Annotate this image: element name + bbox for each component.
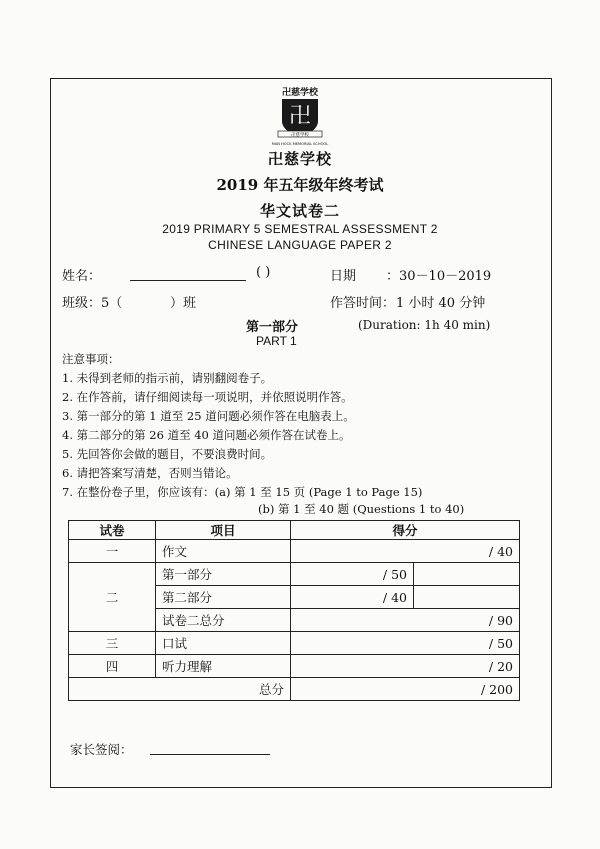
instruction-item: 7. 在整份卷子里，你应该有：(a) 第 1 至 15 页 (Page 1 to Page 15) bbox=[62, 485, 423, 499]
english-title-2: CHINESE LANGUAGE PAPER 2 bbox=[208, 238, 392, 252]
svg-text:卍: 卍 bbox=[288, 104, 312, 129]
blank-cell bbox=[414, 586, 520, 609]
paper-title: 华文试卷二 bbox=[259, 202, 340, 220]
paper-number: 三 bbox=[69, 632, 156, 655]
blank-cell bbox=[414, 563, 520, 586]
paper-number: 二 bbox=[69, 563, 156, 632]
table-row bbox=[69, 563, 520, 586]
parent-signature-line[interactable] bbox=[150, 754, 270, 755]
item-name: 第二部分 bbox=[156, 586, 291, 609]
item-name: 试卷二总分 bbox=[156, 609, 291, 632]
class-suffix: ）班 bbox=[170, 296, 197, 311]
date-value: ：30－10－2019 bbox=[386, 269, 492, 284]
date-label: 日期 bbox=[330, 269, 357, 284]
name-blank[interactable] bbox=[130, 280, 246, 281]
english-title-1: 2019 PRIMARY 5 SEMESTRAL ASSESSMENT 2 bbox=[162, 222, 438, 236]
col-header-score: 得分 bbox=[291, 521, 520, 540]
instruction-item: 2. 在作答前，请仔细阅读每一项说明，并依照说明作答。 bbox=[62, 390, 353, 404]
score-cell[interactable]: / 90 bbox=[291, 609, 520, 632]
parent-signature-label: 家长签阅： bbox=[70, 742, 133, 757]
score-cell[interactable]: / 40 bbox=[291, 586, 414, 609]
score-cell[interactable]: / 40 bbox=[291, 540, 520, 563]
paper-number: 一 bbox=[69, 540, 156, 563]
paper-number: 四 bbox=[69, 655, 156, 678]
score-table bbox=[68, 520, 520, 701]
score-cell[interactable]: / 20 bbox=[291, 655, 520, 678]
item-name: 作文 bbox=[156, 540, 291, 563]
item-name: 口试 bbox=[156, 632, 291, 655]
instructions bbox=[62, 350, 464, 519]
class-label: 班级：5（ bbox=[62, 296, 123, 311]
col-header-item: 项目 bbox=[156, 521, 291, 540]
instructions-heading: 注意事项： bbox=[62, 352, 120, 366]
table-row bbox=[69, 678, 520, 701]
total-label: 总分 bbox=[69, 678, 291, 701]
instruction-item: 1. 未得到老师的指示前，请别翻阅卷子。 bbox=[62, 371, 273, 385]
table-row bbox=[69, 632, 520, 655]
name-label: 姓名： bbox=[62, 269, 102, 284]
school-name: 卍慈学校 bbox=[267, 150, 332, 168]
exam-title: 2019 年五年级年终考试 bbox=[216, 176, 384, 194]
table-row bbox=[69, 655, 520, 678]
score-cell[interactable]: / 50 bbox=[291, 632, 520, 655]
instruction-item: 4. 第二部分的第 26 道至 40 道问题必须作答在试卷上。 bbox=[62, 428, 351, 442]
logo-bottom-text: MAN HOCK MEMORIAL SCHOOL bbox=[271, 142, 329, 146]
instruction-item: 5. 先回答你会做的题目，不要浪费时间。 bbox=[62, 447, 273, 461]
logo-top-text: 卍慈学校 bbox=[281, 88, 319, 98]
logo-ribbon-text: 卍慈学校 bbox=[291, 133, 309, 138]
school-crest-logo bbox=[268, 85, 332, 147]
score-cell[interactable]: / 50 bbox=[291, 563, 414, 586]
instruction-item: 3. 第一部分的第 1 道至 25 道问题必须作答在电脑表上。 bbox=[62, 409, 355, 423]
table-row bbox=[69, 540, 520, 563]
item-name: 听力理解 bbox=[156, 655, 291, 678]
duration: (Duration: 1h 40 min) bbox=[358, 318, 491, 332]
time-value: 1 小时 40 分钟 bbox=[396, 296, 486, 311]
instruction-item: 6. 请把答案写清楚，否则当错论。 bbox=[62, 466, 238, 480]
total-score-cell[interactable]: / 200 bbox=[291, 678, 520, 701]
col-header-paper: 试卷 bbox=[69, 521, 156, 540]
part-label: 第一部分 bbox=[246, 320, 299, 335]
instruction-item-7b: (b) 第 1 至 40 题 (Questions 1 to 40) bbox=[258, 502, 465, 516]
index-number-paren: ( ) bbox=[256, 265, 271, 280]
item-name: 第一部分 bbox=[156, 563, 291, 586]
time-label: 作答时间： bbox=[330, 296, 396, 311]
part-english: PART 1 bbox=[256, 334, 297, 348]
